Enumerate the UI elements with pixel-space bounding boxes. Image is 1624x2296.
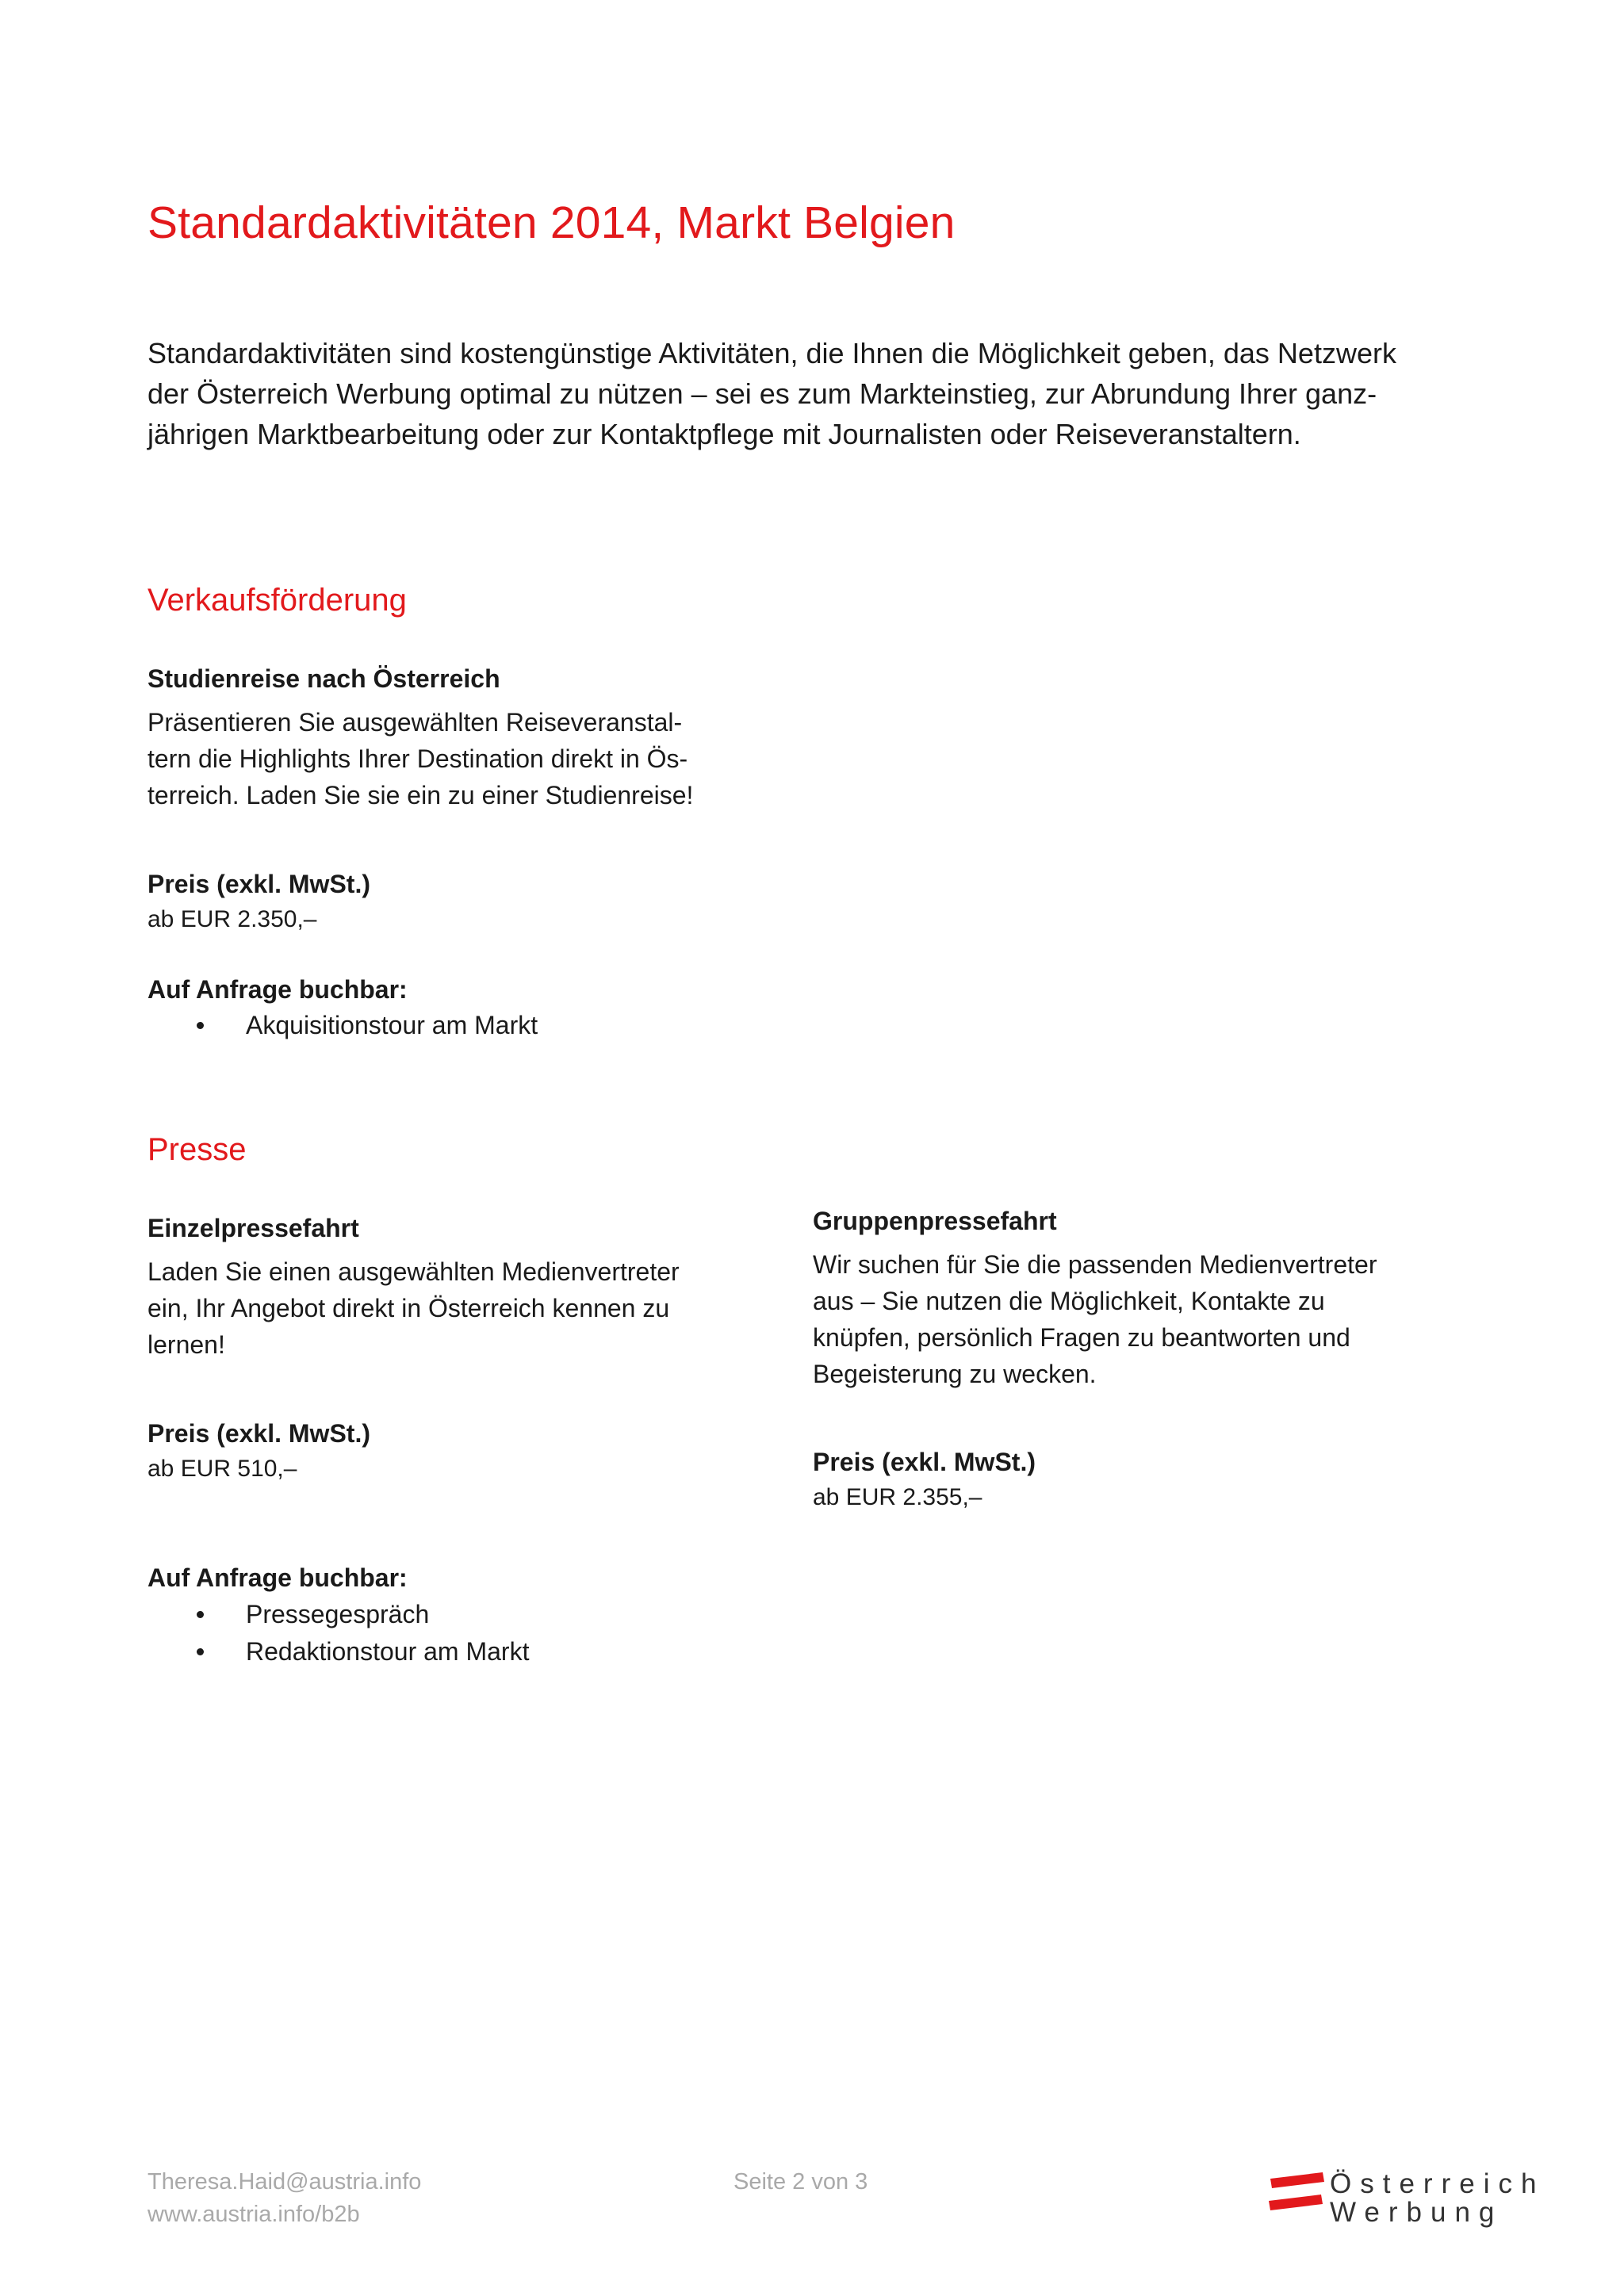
- footer-page-number: Seite 2 von 3: [733, 2169, 868, 2195]
- footer-website: www.austria.info/b2b: [147, 2202, 360, 2227]
- logo-line-oesterreich: Österreich: [1330, 2168, 1545, 2199]
- description-line: Wir suchen für Sie die passenden Medienvertreter: [813, 1250, 1377, 1279]
- item-title-studienreise: Studienreise nach Österreich: [147, 664, 500, 693]
- intro-paragraph: [147, 333, 1496, 454]
- description-line: terreich. Laden Sie sie ein zu einer Studienreise!: [147, 781, 694, 809]
- price-label-gruppenpressefahrt: Preis (exkl. MwSt.): [813, 1448, 1036, 1476]
- price-label-einzelpressefahrt: Preis (exkl. MwSt.): [147, 1419, 370, 1448]
- list-item: Akquisitionstour am Markt: [147, 1007, 538, 1044]
- item-description-einzelpressefahrt: [147, 1253, 680, 1363]
- bullet-icon: [197, 1022, 204, 1029]
- item-title-gruppenpressefahrt: Gruppenpressefahrt: [813, 1207, 1057, 1235]
- section-heading-presse: Presse: [147, 1132, 247, 1167]
- bullet-icon: [197, 1648, 204, 1655]
- item-description-studienreise: [147, 704, 693, 813]
- intro-line: Standardaktivitäten sind kostengünstige Aktivitäten, die Ihnen die Möglichkeit geben, das Netzwerk: [147, 337, 1396, 369]
- intro-line: jährigen Marktbearbeitung oder zur Kontaktpflege mit Journalisten oder Reiseveranstaltern.: [147, 418, 1301, 450]
- description-line: knüpfen, persönlich Fragen zu beantworten und: [813, 1323, 1350, 1352]
- on-request-label-presse: Auf Anfrage buchbar:: [147, 1563, 408, 1592]
- logo-line-werbung: Werbung: [1330, 2197, 1503, 2228]
- price-value-einzelpressefahrt: ab EUR 510,–: [147, 1456, 297, 1482]
- bullet-icon: [197, 1611, 204, 1618]
- intro-line: der Österreich Werbung optimal zu nützen – sei es zum Markteinstieg, zur Abrundung Ihrer ganz-: [147, 377, 1377, 410]
- on-request-label-verkauf: Auf Anfrage buchbar:: [147, 975, 408, 1004]
- item-title-einzelpressefahrt: Einzelpressefahrt: [147, 1214, 359, 1242]
- austria-flag-logo-icon: [1266, 2171, 1329, 2215]
- description-line: lernen!: [147, 1330, 225, 1359]
- description-line: aus – Sie nutzen die Möglichkeit, Kontakte zu: [813, 1287, 1325, 1315]
- list-item: Redaktionstour am Markt: [147, 1633, 529, 1670]
- on-request-list-verkauf: [147, 1007, 538, 1044]
- description-line: Begeisterung zu wecken.: [813, 1360, 1097, 1388]
- page-title: Standardaktivitäten 2014, Markt Belgien: [147, 197, 956, 248]
- logo-wordmark: [1330, 2170, 1545, 2227]
- description-line: Laden Sie einen ausgewählten Medienvertreter: [147, 1257, 680, 1286]
- section-heading-verkaufsfoerderung: Verkaufsförderung: [147, 583, 407, 618]
- list-item: Pressegespräch: [147, 1596, 529, 1633]
- footer-email: Theresa.Haid@austria.info: [147, 2169, 422, 2195]
- price-label-studienreise: Preis (exkl. MwSt.): [147, 870, 370, 898]
- item-description-gruppenpressefahrt: [813, 1246, 1377, 1392]
- price-value-gruppenpressefahrt: ab EUR 2.355,–: [813, 1484, 982, 1510]
- on-request-list-presse: [147, 1596, 529, 1670]
- price-value-studienreise: ab EUR 2.350,–: [147, 906, 317, 932]
- description-line: ein, Ihr Angebot direkt in Österreich kennen zu: [147, 1294, 670, 1322]
- description-line: Präsentieren Sie ausgewählten Reiseveranstal-: [147, 708, 683, 737]
- description-line: tern die Highlights Ihrer Destination direkt in Ös-: [147, 744, 688, 773]
